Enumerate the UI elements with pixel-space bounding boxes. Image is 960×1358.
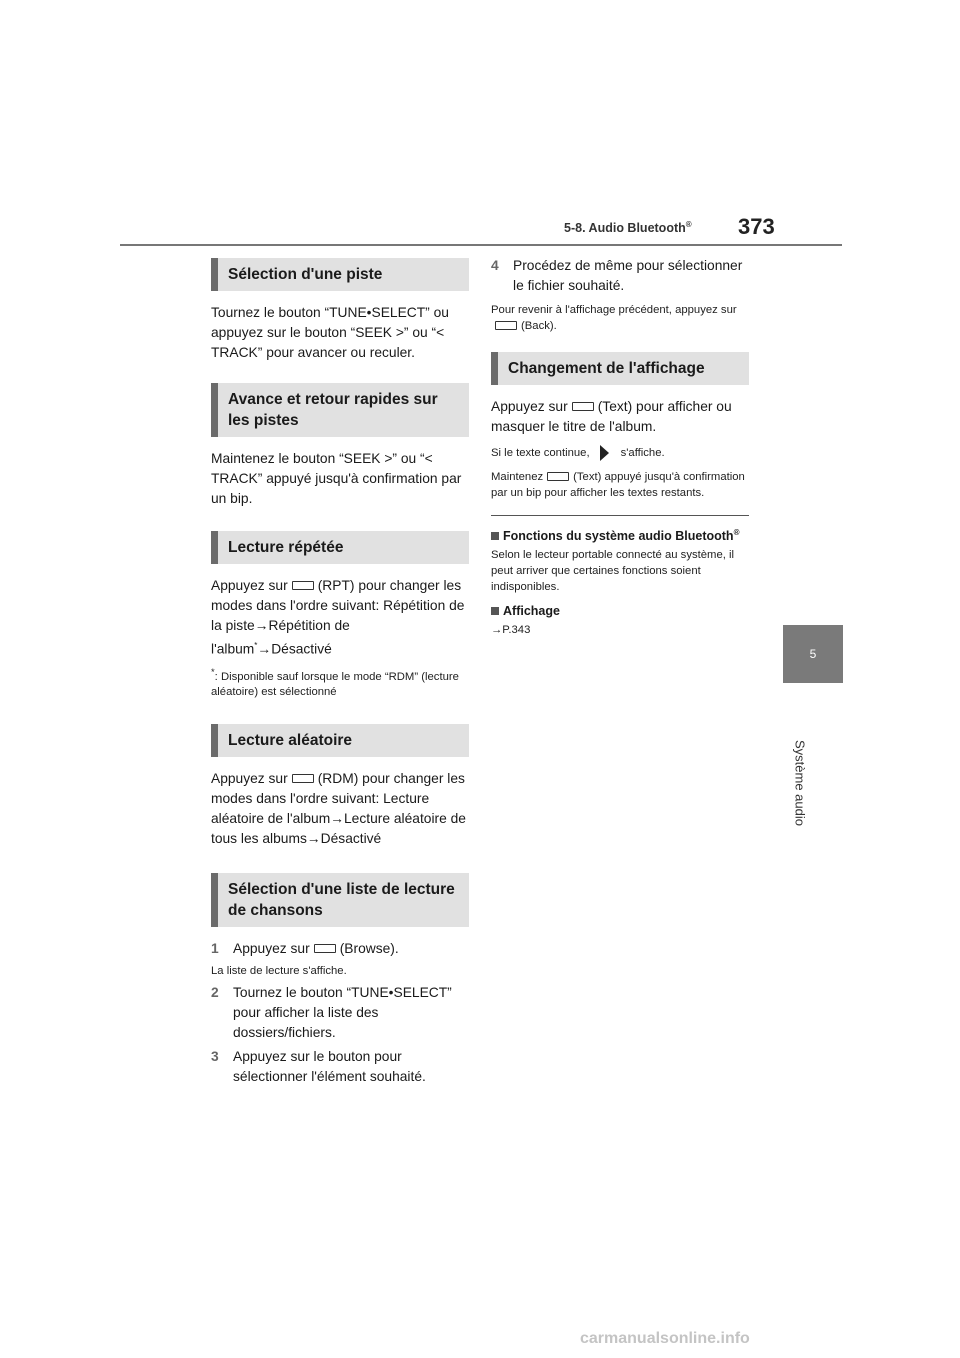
continue-arrow-icon (600, 445, 609, 461)
page-number: 373 (738, 214, 775, 239)
bullet-square-icon (491, 532, 499, 540)
heading-random: Lecture aléatoire (211, 724, 469, 757)
select-track-text: Tournez le bouton “TUNE•SELECT” ou appuyez sur le bouton “SEEK >” ou “< TRACK” pour avancer ou reculer. (211, 305, 449, 360)
rdm-button-icon (292, 774, 314, 783)
step-4: 4 Procédez de même pour sélectionner le fichier souhaité. (491, 258, 743, 293)
display-note-2: Maintenez (Text) appuyé jusqu'à confirmation par un bip pour afficher les textes restants. (491, 471, 745, 500)
rpt-button-icon (292, 581, 314, 590)
section-title: 5-8. Audio Bluetooth® (564, 220, 692, 236)
fast-forward-text: Maintenez le bouton “SEEK >” ou “< TRACK” appuyé jusqu'à confirmation par un bip. (211, 451, 462, 506)
repeat-text: Appuyez sur (RPT) pour changer les modes dans l'ordre suivant: Répétition de la piste→Répétition de l'album*→Désactivé (211, 578, 465, 657)
functions-heading: Fonctions du système audio Bluetooth® (491, 524, 749, 545)
step-3: 3 Appuyez sur le bouton pour sélectionner l'élément souhaité. (211, 1049, 426, 1085)
left-column (211, 258, 469, 1087)
display-text: Appuyez sur (Text) pour afficher ou masquer le titre de l'album. (491, 399, 732, 434)
chapter-tab[interactable]: 5 (783, 625, 843, 683)
repeat-footnote: *: Disponible sauf lorsque le mode “RDM” (lecture aléatoire) est sélectionné (211, 665, 459, 699)
affichage-heading: Affichage (491, 603, 749, 620)
bullet-square-icon (491, 607, 499, 615)
watermark: carmanualsonline.info (580, 1330, 750, 1347)
text-button-icon-2 (547, 472, 569, 481)
affichage-ref-link[interactable]: →P.343 (491, 624, 531, 637)
heading-playlist: Sélection d'une liste de lecture de chansons (211, 873, 469, 927)
back-button-icon (495, 321, 517, 330)
browse-button-icon (314, 944, 336, 953)
step-1-note: La liste de lecture s'affiche. (211, 965, 347, 978)
heading-repeat: Lecture répétée (211, 531, 469, 564)
notes-divider (491, 515, 749, 516)
functions-text: Selon le lecteur portable connecté au système, il peut arriver que certaines fonctions soient indisponibles. (491, 549, 735, 594)
step-1: 1 Appuyez sur (Browse). (211, 941, 399, 957)
heading-display-change: Changement de l'affichage (491, 352, 749, 385)
step-2: 2 Tournez le bouton “TUNE•SELECT” pour afficher la liste des dossiers/fichiers. (211, 985, 452, 1041)
display-note-1: Si le texte continue, s'affiche. (491, 445, 749, 461)
text-button-icon (572, 402, 594, 411)
back-note: Pour revenir à l'affichage précédent, appuyez sur(Back). (491, 304, 737, 332)
heading-fast-forward: Avance et retour rapides sur les pistes (211, 383, 469, 437)
header-divider (120, 244, 842, 246)
heading-select-track: Sélection d'une piste (211, 258, 469, 291)
random-text: Appuyez sur (RDM) pour changer les modes dans l'ordre suivant: Lecture aléatoire de l'album→Lecture aléatoire de tous les albums→Désactivé (211, 771, 466, 847)
right-column (491, 256, 749, 638)
chapter-side-label: Système audio (792, 740, 808, 826)
